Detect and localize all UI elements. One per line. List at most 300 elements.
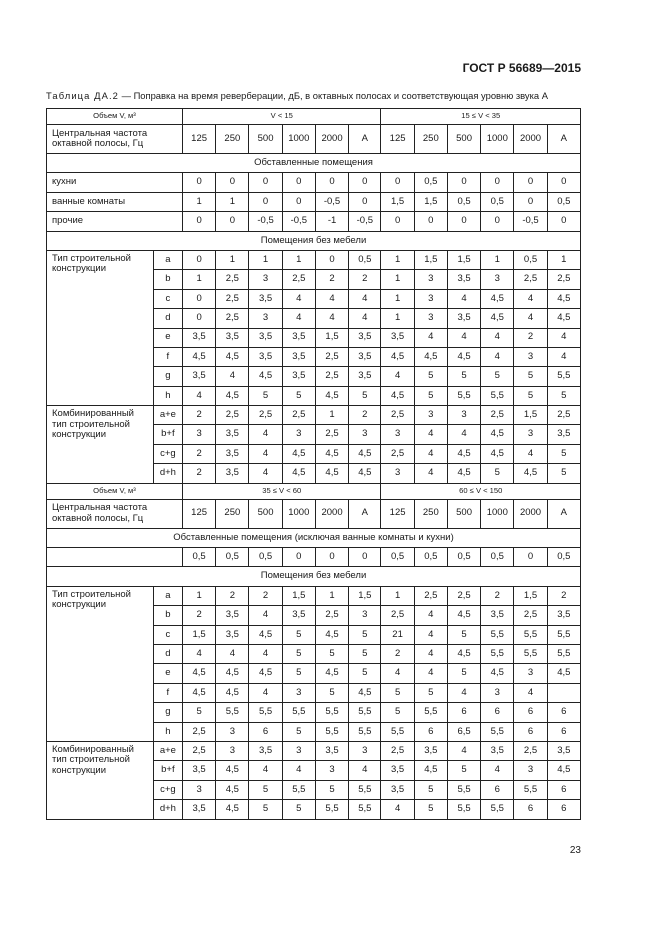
- value-cell: 4,5: [216, 683, 249, 702]
- value-cell: 4: [381, 800, 414, 819]
- frequency-header-row: [47, 499, 581, 528]
- value-cell: 4,5: [216, 386, 249, 405]
- value-cell: 4: [182, 386, 215, 405]
- type-code: c: [153, 625, 182, 644]
- value-cell: 1,5: [514, 406, 547, 425]
- value-cell: -0,5: [514, 212, 547, 231]
- value-cell: 0: [282, 173, 315, 192]
- type-code: g: [153, 367, 182, 386]
- type-code: f: [153, 683, 182, 702]
- value-cell: 250: [216, 125, 249, 154]
- value-cell: 0: [414, 212, 447, 231]
- row-label: ванные комнаты: [47, 192, 183, 211]
- value-cell: 500: [447, 125, 480, 154]
- value-cell: 5,5: [349, 703, 381, 722]
- value-cell: 125: [381, 499, 414, 528]
- value-cell: 6: [547, 800, 580, 819]
- value-cell: 3,5: [381, 761, 414, 780]
- value-cell: 4,5: [447, 464, 480, 483]
- value-cell: 3,5: [349, 328, 381, 347]
- value-cell: 5,5: [547, 625, 580, 644]
- value-cell: 3,5: [481, 741, 514, 760]
- section-title-row: [47, 231, 581, 250]
- value-cell: 5: [282, 386, 315, 405]
- value-cell: 4,5: [315, 625, 348, 644]
- type-code: d+h: [153, 800, 182, 819]
- type-code: h: [153, 722, 182, 741]
- type-code: d: [153, 644, 182, 663]
- value-cell: 1,5: [414, 250, 447, 269]
- value-cell: 4,5: [481, 664, 514, 683]
- value-cell: 3,5: [216, 328, 249, 347]
- construction-row: [47, 250, 581, 269]
- value-cell: 4: [547, 347, 580, 366]
- value-cell: 0,5: [447, 548, 480, 567]
- value-cell: 5: [414, 800, 447, 819]
- value-cell: 5,5: [447, 386, 480, 405]
- value-cell: 0: [182, 289, 215, 308]
- value-cell: 1000: [481, 499, 514, 528]
- value-cell: 2,5: [447, 586, 480, 605]
- value-cell: 4: [414, 328, 447, 347]
- value-cell: 4: [514, 444, 547, 463]
- value-cell: 5: [282, 625, 315, 644]
- value-cell: 250: [414, 125, 447, 154]
- value-cell: 3: [349, 425, 381, 444]
- value-cell: 5: [249, 780, 282, 799]
- value-cell: 2: [547, 586, 580, 605]
- value-cell: 4,5: [315, 444, 348, 463]
- value-cell: 2,5: [216, 309, 249, 328]
- value-cell: 4,5: [447, 444, 480, 463]
- value-cell: 2,5: [282, 270, 315, 289]
- caption-label: Таблица ДА.2: [46, 90, 119, 101]
- value-cell: 2000: [315, 499, 348, 528]
- value-cell: 0,5: [447, 192, 480, 211]
- value-cell: 2: [315, 270, 348, 289]
- value-cell: 3: [182, 425, 215, 444]
- value-cell: 6: [514, 800, 547, 819]
- value-cell: 4,5: [514, 464, 547, 483]
- value-cell: 4,5: [349, 683, 381, 702]
- value-cell: 3,5: [216, 606, 249, 625]
- value-cell: 5: [349, 644, 381, 663]
- value-cell: 1000: [282, 125, 315, 154]
- value-cell: 2: [182, 606, 215, 625]
- value-cell: 500: [249, 125, 282, 154]
- section-title: Обставленные помещения: [47, 154, 581, 173]
- value-cell: 1: [381, 270, 414, 289]
- value-cell: 0: [514, 173, 547, 192]
- value-cell: 2,5: [381, 406, 414, 425]
- value-cell: 6: [547, 780, 580, 799]
- value-cell: 5: [349, 386, 381, 405]
- value-cell: 0: [381, 173, 414, 192]
- value-cell: 3,5: [349, 347, 381, 366]
- value-cell: 0,5: [216, 548, 249, 567]
- value-cell: 5: [282, 800, 315, 819]
- value-cell: 5,5: [447, 780, 480, 799]
- value-cell: 4,5: [249, 367, 282, 386]
- value-cell: A: [547, 125, 580, 154]
- value-cell: 5: [282, 664, 315, 683]
- value-cell: 1: [381, 250, 414, 269]
- value-cell: 3: [249, 309, 282, 328]
- type-code: g: [153, 703, 182, 722]
- row-label: прочие: [47, 212, 183, 231]
- section-title-row: [47, 567, 581, 586]
- value-cell: 4,5: [481, 425, 514, 444]
- value-cell: 0,5: [414, 548, 447, 567]
- value-cell: 2000: [315, 125, 348, 154]
- value-cell: 2,5: [547, 406, 580, 425]
- value-cell: 250: [216, 499, 249, 528]
- value-cell: A: [349, 125, 381, 154]
- value-cell: 4,5: [414, 761, 447, 780]
- value-cell: 0: [315, 250, 348, 269]
- value-cell: 2,5: [514, 606, 547, 625]
- value-cell: 5: [447, 625, 480, 644]
- value-cell: 3,5: [182, 761, 215, 780]
- value-cell: 4,5: [447, 644, 480, 663]
- value-cell: 2000: [514, 499, 547, 528]
- value-cell: 4: [414, 664, 447, 683]
- value-cell: 0: [216, 173, 249, 192]
- value-cell: 2: [349, 406, 381, 425]
- value-cell: 3,5: [447, 270, 480, 289]
- type-code: e: [153, 664, 182, 683]
- value-cell: 6,5: [447, 722, 480, 741]
- value-cell: 4,5: [282, 464, 315, 483]
- value-cell: 5,5: [282, 703, 315, 722]
- value-cell: 4: [249, 444, 282, 463]
- value-cell: 0: [216, 212, 249, 231]
- value-cell: 0: [249, 173, 282, 192]
- volume-label: Объем V, м³: [47, 483, 183, 499]
- value-cell: 0,5: [481, 192, 514, 211]
- value-cell: 5: [414, 683, 447, 702]
- value-cell: 2,5: [216, 406, 249, 425]
- value-cell: 4,5: [315, 464, 348, 483]
- value-cell: 5: [547, 386, 580, 405]
- type-code: h: [153, 386, 182, 405]
- type-code: a: [153, 250, 182, 269]
- value-cell: 2,5: [182, 722, 215, 741]
- value-cell: 2,5: [282, 406, 315, 425]
- value-cell: 4: [249, 425, 282, 444]
- section-title-row: [47, 528, 581, 547]
- value-cell: 6: [514, 722, 547, 741]
- value-cell: 4: [481, 328, 514, 347]
- value-cell: 6: [547, 722, 580, 741]
- type-code: a+e: [153, 406, 182, 425]
- value-cell: 5: [349, 625, 381, 644]
- value-cell: 0: [282, 548, 315, 567]
- reverberation-correction-table: [46, 108, 581, 820]
- type-code: f: [153, 347, 182, 366]
- value-cell: 5,5: [381, 722, 414, 741]
- value-cell: 4: [414, 625, 447, 644]
- value-cell: 1,5: [315, 328, 348, 347]
- value-cell: 1,5: [282, 586, 315, 605]
- value-cell: 1: [182, 192, 215, 211]
- value-cell: 4: [514, 309, 547, 328]
- value-cell: 5: [315, 683, 348, 702]
- value-cell: 3,5: [182, 367, 215, 386]
- volume-row: [47, 109, 581, 125]
- section-title: Помещения без мебели: [47, 567, 581, 586]
- value-cell: 4: [447, 741, 480, 760]
- value-cell: 1,5: [381, 192, 414, 211]
- value-cell: 0,5: [514, 250, 547, 269]
- value-cell: 1: [249, 250, 282, 269]
- value-cell: 0: [547, 173, 580, 192]
- value-cell: 2,5: [381, 444, 414, 463]
- value-cell: 3,5: [182, 800, 215, 819]
- value-cell: 2: [182, 464, 215, 483]
- value-cell: 5,5: [315, 703, 348, 722]
- value-cell: -0,5: [282, 212, 315, 231]
- value-cell: 4: [414, 425, 447, 444]
- value-cell: 5: [447, 367, 480, 386]
- group-label: Тип строительной конструкции: [47, 250, 154, 405]
- value-cell: 2,5: [216, 289, 249, 308]
- value-cell: 5: [547, 444, 580, 463]
- value-cell: 0: [547, 212, 580, 231]
- value-cell: 5: [249, 800, 282, 819]
- value-cell: 4: [249, 761, 282, 780]
- value-cell: 0,5: [481, 548, 514, 567]
- value-cell: 1: [315, 406, 348, 425]
- value-cell: 5: [414, 386, 447, 405]
- value-cell: 3,5: [216, 444, 249, 463]
- type-code: d+h: [153, 464, 182, 483]
- value-cell: 4,5: [414, 347, 447, 366]
- value-cell: 4,5: [481, 444, 514, 463]
- furnished-row: [47, 173, 581, 192]
- type-code: a: [153, 586, 182, 605]
- value-cell: 0: [514, 548, 547, 567]
- type-code: c+g: [153, 444, 182, 463]
- value-cell: 4,5: [216, 664, 249, 683]
- value-cell: 4: [282, 309, 315, 328]
- value-cell: 4: [315, 309, 348, 328]
- value-cell: 5,5: [414, 703, 447, 722]
- value-cell: 0: [349, 192, 381, 211]
- type-code: c: [153, 289, 182, 308]
- value-cell: 4,5: [182, 683, 215, 702]
- value-cell: 1,5: [349, 586, 381, 605]
- value-cell: 0: [514, 192, 547, 211]
- value-cell: 0: [182, 309, 215, 328]
- value-cell: 2: [182, 444, 215, 463]
- value-cell: 5,5: [349, 780, 381, 799]
- value-cell: 5: [514, 386, 547, 405]
- caption-text: — Поправка на время реверберации, дБ, в октавных полосах и соответствующая уровню звука А: [118, 90, 548, 101]
- value-cell: 3: [447, 406, 480, 425]
- value-cell: 4: [315, 289, 348, 308]
- value-cell: 5,5: [481, 644, 514, 663]
- value-cell: 5: [447, 761, 480, 780]
- type-code: b+f: [153, 761, 182, 780]
- value-cell: 0,5: [547, 192, 580, 211]
- type-code: b: [153, 270, 182, 289]
- value-cell: A: [547, 499, 580, 528]
- value-cell: 6: [514, 703, 547, 722]
- volume-range-left: 35 ≤ V < 60: [182, 483, 380, 499]
- table-caption: [46, 90, 606, 101]
- value-cell: 4,5: [547, 664, 580, 683]
- value-cell: 5,5: [481, 625, 514, 644]
- value-cell: 1: [216, 192, 249, 211]
- value-cell: 2,5: [381, 606, 414, 625]
- value-cell: 3: [414, 289, 447, 308]
- furnished-row: [47, 192, 581, 211]
- value-cell: [547, 683, 580, 702]
- value-cell: 5,5: [514, 644, 547, 663]
- type-code: b: [153, 606, 182, 625]
- value-cell: 3,5: [282, 328, 315, 347]
- value-cell: 3,5: [282, 606, 315, 625]
- value-cell: 3: [514, 664, 547, 683]
- section-title: Помещения без мебели: [47, 231, 581, 250]
- value-cell: 6: [481, 780, 514, 799]
- value-cell: 21: [381, 625, 414, 644]
- value-cell: 3,5: [249, 328, 282, 347]
- value-cell: 4: [249, 644, 282, 663]
- value-cell: 0,5: [249, 548, 282, 567]
- value-cell: 0,5: [381, 548, 414, 567]
- value-cell: 5: [349, 664, 381, 683]
- value-cell: 2,5: [315, 347, 348, 366]
- value-cell: 4: [249, 683, 282, 702]
- value-cell: 4: [249, 606, 282, 625]
- value-cell: 4: [414, 444, 447, 463]
- value-cell: 3: [414, 406, 447, 425]
- value-cell: 3,5: [249, 347, 282, 366]
- value-cell: 4: [447, 328, 480, 347]
- value-cell: 3: [282, 683, 315, 702]
- value-cell: 5: [414, 367, 447, 386]
- value-cell: 2: [381, 644, 414, 663]
- value-cell: -0,5: [315, 192, 348, 211]
- value-cell: 3,5: [547, 425, 580, 444]
- value-cell: 4,5: [481, 289, 514, 308]
- value-cell: 5: [315, 780, 348, 799]
- value-cell: 3,5: [414, 741, 447, 760]
- group-label: Комбинированный тип строительной конструкции: [47, 406, 154, 484]
- value-cell: 5: [414, 780, 447, 799]
- value-cell: 4: [514, 289, 547, 308]
- value-cell: 0: [315, 548, 348, 567]
- value-cell: 5,5: [481, 800, 514, 819]
- value-cell: 4: [414, 644, 447, 663]
- value-cell: 2,5: [547, 270, 580, 289]
- value-cell: 1: [381, 309, 414, 328]
- value-cell: 1: [282, 250, 315, 269]
- value-cell: 5: [547, 464, 580, 483]
- value-cell: 3,5: [216, 625, 249, 644]
- value-cell: 4: [447, 289, 480, 308]
- value-cell: 3,5: [349, 367, 381, 386]
- value-cell: 1,5: [182, 625, 215, 644]
- value-cell: 5,5: [249, 703, 282, 722]
- value-cell: 0: [481, 212, 514, 231]
- value-cell: 5: [381, 703, 414, 722]
- value-cell: 3: [481, 683, 514, 702]
- value-cell: 0: [315, 173, 348, 192]
- value-cell: 5,5: [514, 625, 547, 644]
- value-cell: 3: [216, 741, 249, 760]
- value-cell: 1: [381, 289, 414, 308]
- value-cell: 2: [349, 270, 381, 289]
- combined-row: [47, 741, 581, 760]
- value-cell: 4,5: [547, 289, 580, 308]
- value-cell: 4,5: [182, 347, 215, 366]
- value-cell: 3: [216, 722, 249, 741]
- value-cell: 4,5: [182, 664, 215, 683]
- value-cell: 1: [315, 586, 348, 605]
- value-cell: 3,5: [381, 780, 414, 799]
- value-cell: 4,5: [381, 347, 414, 366]
- value-cell: 3,5: [216, 425, 249, 444]
- value-cell: 3,5: [249, 289, 282, 308]
- value-cell: 125: [381, 125, 414, 154]
- standard-code: ГОСТ Р 56689—2015: [462, 61, 581, 75]
- value-cell: 1: [182, 586, 215, 605]
- value-cell: 0: [447, 173, 480, 192]
- value-cell: 3,5: [381, 328, 414, 347]
- value-cell: 3,5: [282, 347, 315, 366]
- value-cell: 0: [481, 173, 514, 192]
- value-cell: 3: [381, 464, 414, 483]
- value-cell: 0: [249, 192, 282, 211]
- value-cell: 4: [514, 683, 547, 702]
- value-cell: 5: [381, 683, 414, 702]
- volume-range-left: V < 15: [182, 109, 380, 125]
- value-cell: 4: [282, 289, 315, 308]
- value-cell: 0: [182, 212, 215, 231]
- value-cell: 6: [547, 703, 580, 722]
- row-label: кухни: [47, 173, 183, 192]
- value-cell: 5: [514, 367, 547, 386]
- type-code: a+e: [153, 741, 182, 760]
- value-cell: 0,5: [547, 548, 580, 567]
- value-cell: 4,5: [216, 800, 249, 819]
- value-cell: 4,5: [547, 309, 580, 328]
- value-cell: 5: [447, 664, 480, 683]
- volume-label: Объем V, м³: [47, 109, 183, 125]
- value-cell: 5: [249, 386, 282, 405]
- value-cell: 1: [481, 250, 514, 269]
- value-cell: 1: [547, 250, 580, 269]
- value-cell: 0: [447, 212, 480, 231]
- value-cell: 4: [414, 606, 447, 625]
- type-code: b+f: [153, 425, 182, 444]
- value-cell: 125: [182, 499, 215, 528]
- value-cell: 3: [514, 347, 547, 366]
- value-cell: 5: [282, 644, 315, 663]
- value-cell: 4: [349, 309, 381, 328]
- value-cell: 4: [481, 761, 514, 780]
- value-cell: 5,5: [216, 703, 249, 722]
- value-cell: 4,5: [249, 625, 282, 644]
- value-cell: 2,5: [481, 406, 514, 425]
- value-cell: 0: [182, 173, 215, 192]
- section-title-row: [47, 154, 581, 173]
- value-cell: 3,5: [182, 328, 215, 347]
- value-cell: 250: [414, 499, 447, 528]
